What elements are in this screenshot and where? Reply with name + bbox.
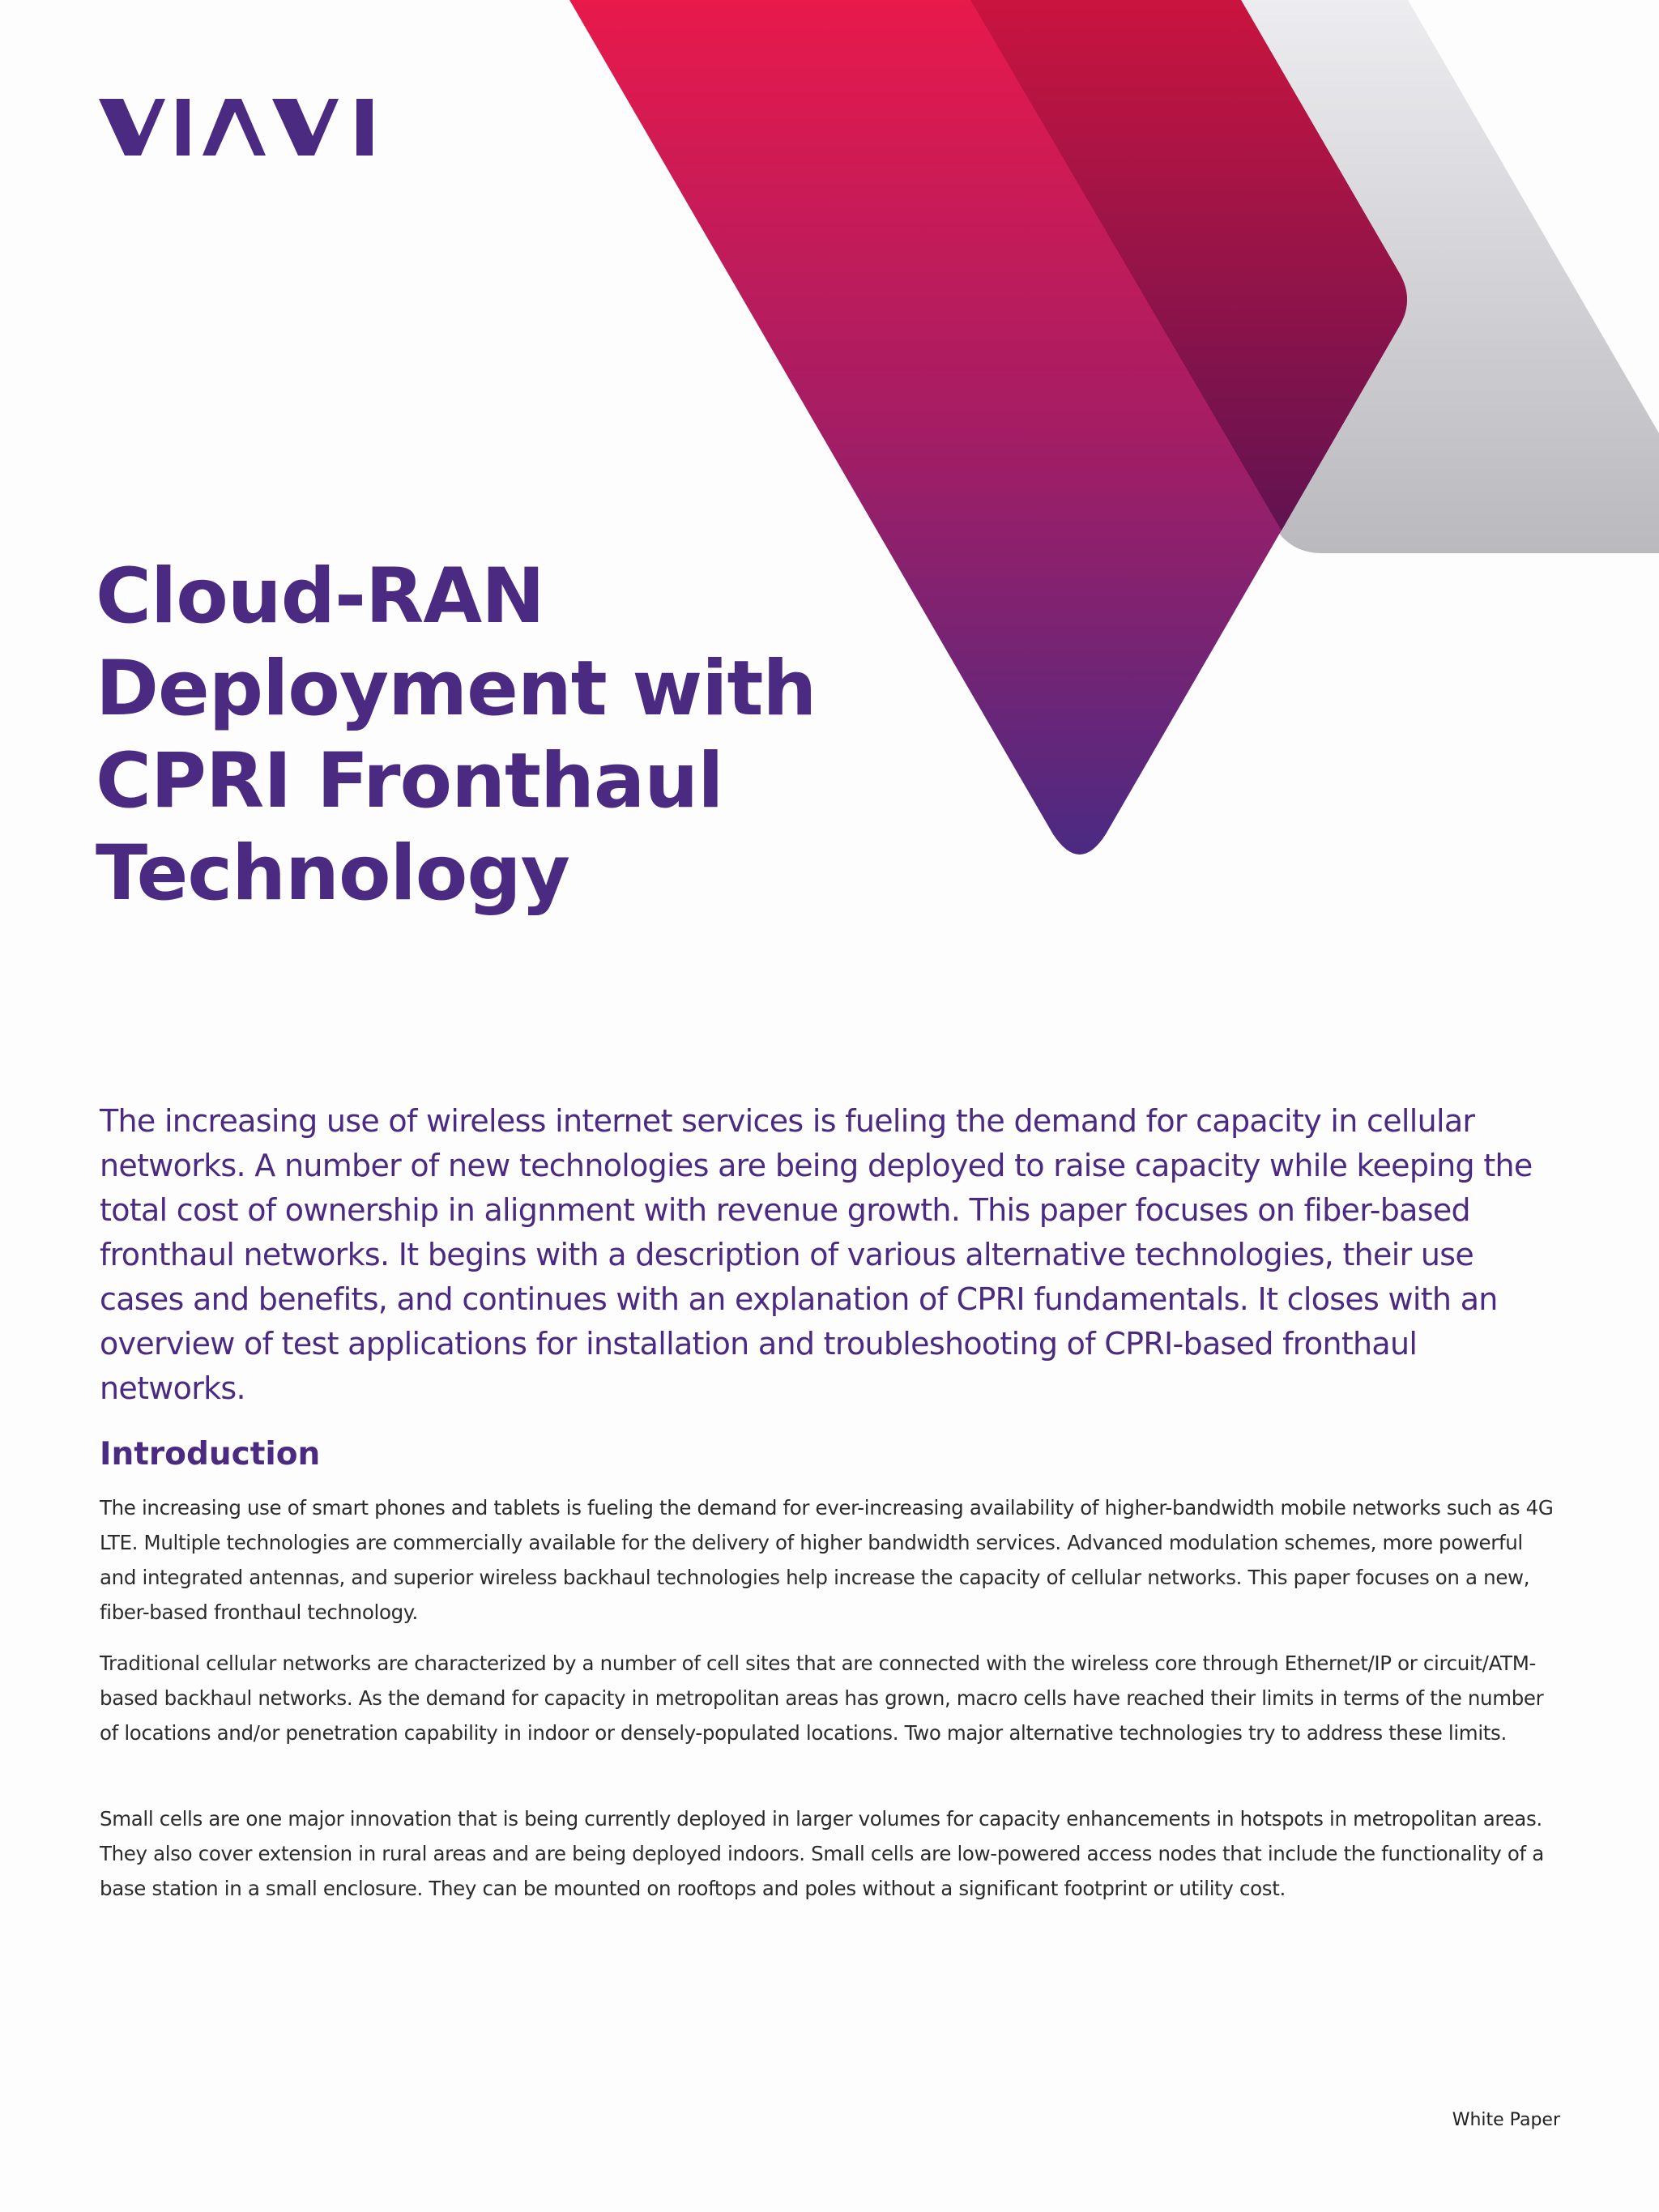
body-paragraph: Traditional cellular networks are characterized by a number of cell sites that are connected with the wireless core through Ethernet/IP or circuit/ATM-based backhaul networks. As the demand for capacity in metropolitan areas has grown, macro cells have reached their limits in terms of the number of locations and/or penetration capability in indoor or densely-populated locations. Two major alternative technologies try to address these limits. [100, 1652, 1544, 1745]
title-line: Technology [96, 829, 569, 918]
document-type-label: White Paper [1452, 2110, 1560, 2130]
title-line: Deployment with [96, 645, 817, 733]
body-paragraph: The increasing use of smart phones and tablets is fueling the demand for ever-increasing availability of higher-bandwidth mobile networks such as 4G LTE. Multiple technologies are commercially available for the delivery of higher bandwidth services. Advanced modulation schemes, more powerful and integrated antennas, and superior wireless backhaul technologies help increase the capacity of cellular networks. This paper focuses on a new, fiber-based fronthaul technology. [100, 1496, 1554, 1624]
document-title [96, 551, 906, 920]
title-line: Cloud-RAN [96, 552, 544, 641]
section-heading-introduction: Introduction [100, 1436, 321, 1473]
lead-paragraph: The increasing use of wireless internet services is fueling the demand for capacity in cellular networks. A number of new technologies are being deployed to raise capacity while keeping the total cost of ownership in alignment with revenue growth. This paper focuses on fiber-based fronthaul networks. It begins with a description of various alternative technologies, their use cases and benefits, and continues with an explanation of CPRI fundamentals. It closes with an overview of test applications for installation and troubleshooting of CPRI-based fronthaul networks. [100, 1103, 1533, 1406]
title-line: CPRI Fronthaul [96, 737, 723, 825]
viavi-logo [99, 99, 390, 156]
body-paragraph: Small cells are one major innovation that is being currently deployed in larger volumes for capacity enhancements in hotspots in metropolitan areas. They also cover extension in rural areas and are being deployed indoors. Small cells are low-powered access nodes that include the functionality of a base station in a small enclosure. They can be mounted on rooftops and poles without a significant footprint or utility cost. [100, 1807, 1544, 1900]
